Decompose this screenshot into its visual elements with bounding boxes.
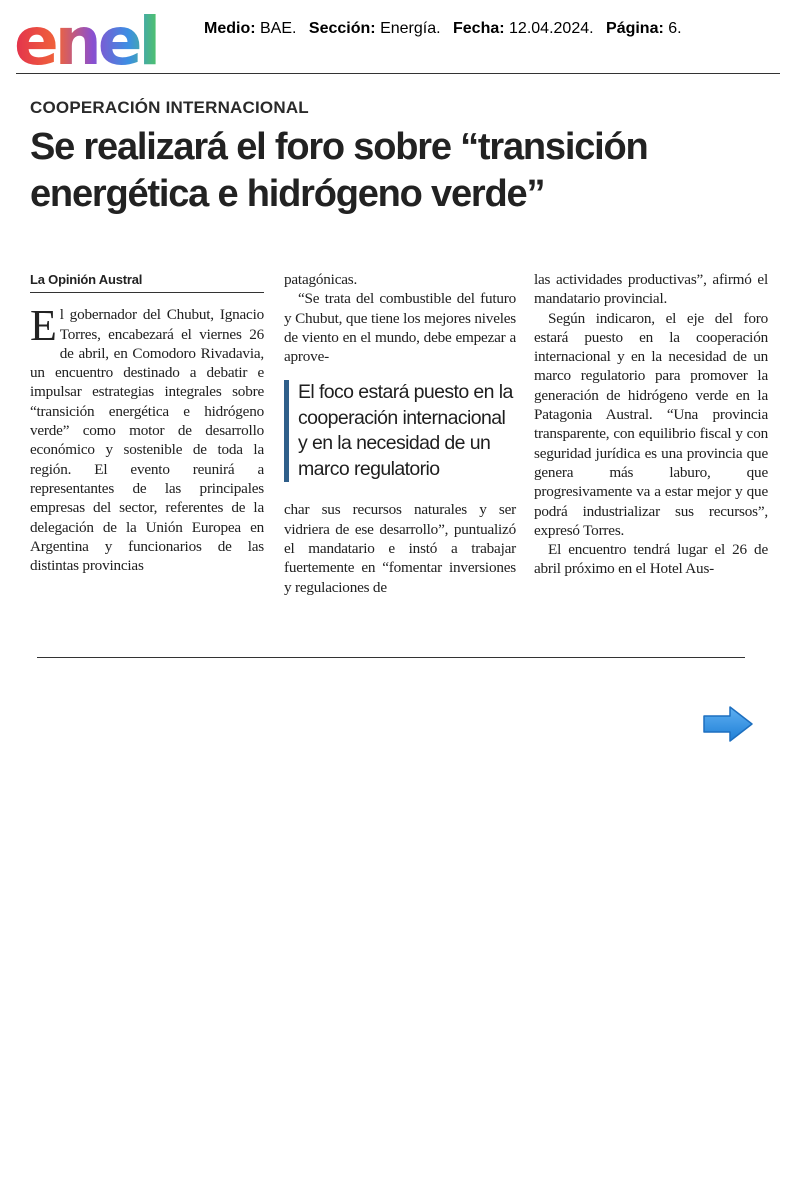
column-2: [284, 270, 516, 597]
headline-line-2: energética e hidrógeno verde”: [30, 173, 545, 215]
logo-text: enel: [14, 8, 158, 72]
paragraph: char sus recursos naturales y ser vidriera de ese desarrollo”, puntualizó el mandatario e instó a trabajar fuertemente en “fomentar inversiones y regulaciones de: [284, 501, 516, 596]
pagina-value: 6.: [668, 20, 682, 37]
pull-quote: El foco estará puesto en la cooperación internacional y en la necesidad de un marco regulatorio: [284, 380, 516, 482]
paragraph: patagónicas.: [284, 271, 358, 288]
pagina-label: Página:: [606, 20, 664, 37]
headline: [30, 124, 775, 218]
paragraph: [30, 301, 264, 575]
column-3: [534, 270, 768, 579]
seccion-value: Energía.: [380, 20, 441, 37]
header-divider: [16, 73, 780, 74]
paragraph: Según indicaron, el eje del foro estará puesto en la cooperación internacional y en la necesidad de un marco regulatorio para promover la generación de hidrógeno verde en la Patagonia Austral. “Una provincia transparente, con equilibrio fiscal y con seguridad jurídica es una provincia que genera más laburo, que progresivamente va a estar mejor y que podrá industrializar sus recursos”, expresó Torres.: [534, 309, 768, 539]
paragraph: “Se trata del combustible del futuro y Chubut, que tiene los mejores niveles de viento en el mundo, debe empezar a aprove-: [284, 290, 516, 366]
medio-value: BAE.: [260, 20, 297, 37]
section-kicker: COOPERACIÓN INTERNACIONAL: [30, 98, 309, 117]
seccion-label: Sección:: [308, 20, 376, 37]
paragraph: las actividades productivas”, afirmó el mandatario provincial.: [534, 271, 768, 308]
medio-label: Medio:: [204, 20, 256, 37]
press-metadata: [204, 20, 682, 38]
arrow-right-icon[interactable]: [702, 704, 754, 744]
enel-logo: [14, 8, 179, 72]
paragraph: El encuentro tendrá lugar el 26 de abril próximo en el Hotel Aus-: [534, 541, 768, 578]
drop-cap: E: [30, 301, 57, 351]
fecha-label: Fecha:: [453, 20, 505, 37]
footer-divider: [37, 657, 745, 658]
column-1: [30, 270, 264, 575]
fecha-value: 12.04.2024.: [509, 20, 594, 37]
source-credit: La Opinión Austral: [30, 270, 264, 293]
paragraph-text: l gobernador del Chubut, Ignacio Torres, encabezará el viernes 26 de abril, en Comodoro Rivadavia, un encuentro destinado a debatir e impulsar estrategias integrales sobre “transición energética e hidrógeno verde” como motor de desarrollo económico y sostenible de toda la región. El evento reunirá a representantes de las principales empresas del sector, referentes de la delegación de la Unión Europea en Argentina y funcionarios de las distintas provincias: [30, 306, 264, 575]
headline-line-1: Se realizará el foro sobre “transición: [30, 126, 648, 168]
news-clipping: [30, 92, 770, 612]
